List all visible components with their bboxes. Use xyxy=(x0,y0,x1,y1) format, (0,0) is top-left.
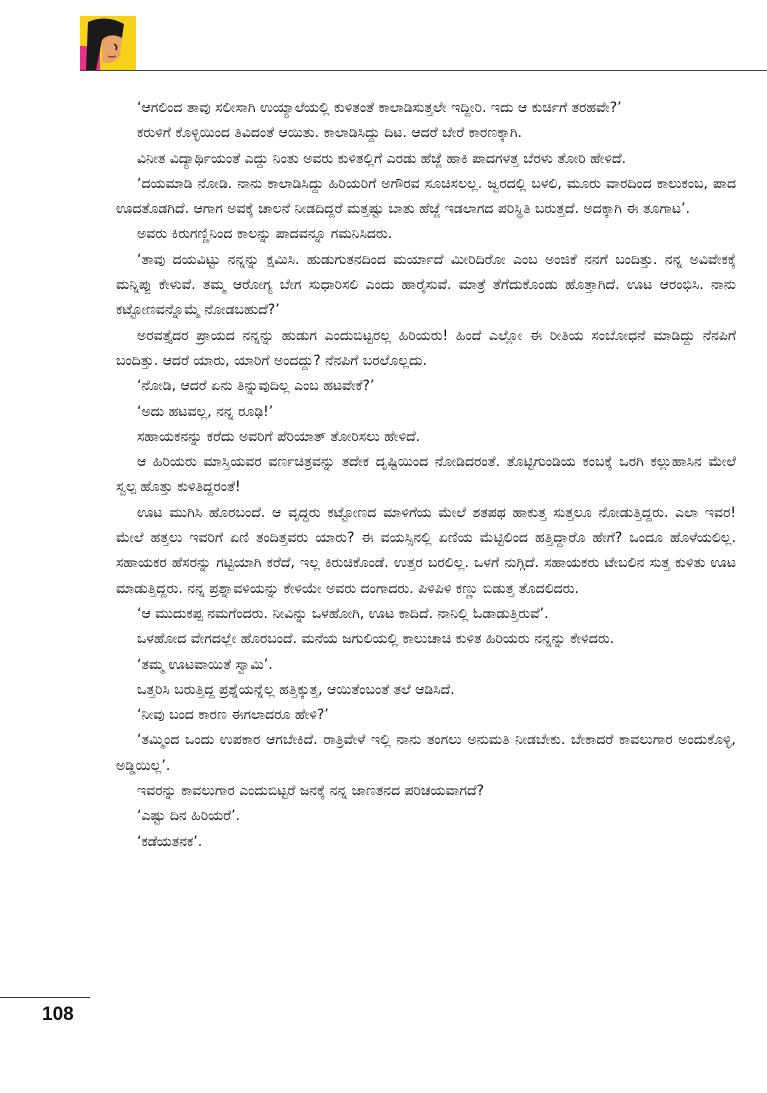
paragraph: ‘ಎಷ್ಟು ದಿನ ಹಿರಿಯರೆ’. xyxy=(137,808,241,825)
paragraph: ‘ಆಗಲಿಂದ ತಾವು ಸಲೀಸಾಗಿ ಉಯ್ಯಾಲೆಯಲ್ಲಿ ಕುಳಿತಂತೆ ಕಾಲಾಡಿಸುತ್ತಲೇ ಇದ್ದೀರಿ. ಇದು ಆ ಕುರ್ಚಿಗೆ ತರಹವೇ?’ xyxy=(137,100,622,116)
paragraph: ‘ಅದು ಹಟವಲ್ಲ, ನನ್ನ ರೂಢಿ!’ xyxy=(137,403,274,420)
page-number: 108 xyxy=(42,1004,74,1025)
paragraph: ‘ತಮ್ಮಿಂದ ಒಂದು ಉಪಕಾರ ಆಗಬೇಕಿದೆ. ರಾತ್ರಿವೇಳೆ ಇಲ್ಲಿ ನಾನು ತಂಗಲು ಅನುಮತಿ ನೀಡಬೇಕು. ಬೇಕಾದರೆ ಕಾವಲುಗಾರ ಅಂದುಕೊಳ್ಳಿ, ಅಡ್ಡಿಯಿಲ್ಲ’. xyxy=(116,732,736,774)
paragraph: ‘ದಯಮಾಡಿ ನೋಡಿ. ನಾನು ಕಾಲಾಡಿಸಿದ್ದು ಹಿರಿಯರಿಗೆ ಅಗೌರವ ಸೂಚಿಸಲಲ್ಲ. ಜ್ವರದಲ್ಲಿ ಬಳಲಿ, ಮೂರು ವಾರದಿಂದ ಕಾಲುಕಂಬ, ಪಾದ ಊದತೊಡಗಿದೆ. ಆಗಾಗ ಅವಕ್ಕೆ ಚಾಲನೆ ನೀಡದಿದ್ದರೆ ಮತ್ತಷ್ಟು ಬಾತು ಹೆಜ್ಜೆ ಇಡಲಾಗದ ಪರಿಸ್ಥಿತಿ ಬರುತ್ತದೆ. ಅದಕ್ಕಾಗಿ ಈ ತೂಗಾಟ’. xyxy=(116,175,736,218)
paragraph: ಒಳಹೋದ ವೇಗದಲ್ಲೇ ಹೊರಬಂದೆ. ಮನೆಯ ಜಗುಲಿಯಲ್ಲಿ ಕಾಲುಚಾಚಿ ಕುಳಿತ ಹಿರಿಯರು ನನ್ನನ್ನು ಕೇಳಿದರು. xyxy=(137,631,615,648)
header-rule xyxy=(80,70,767,71)
header-logo-illustration xyxy=(80,16,136,70)
paragraph: ಅರವತ್ತೈದರ ಪ್ರಾಯದ ನನ್ನನ್ನು ಹುಡುಗ ಎಂದುಬಿಟ್ಟರಲ್ಲ ಹಿರಿಯರು! ಹಿಂದೆ ಎಲ್ಲೋ ಈ ರೀತಿಯ ಸಂಬೋಧನೆ ಮಾಡಿದ್ದು ನೆನಪಿಗೆ ಬಂದಿತ್ತು. ಆದರೆ ಯಾರು, ಯಾರಿಗೆ ಅಂದದ್ದು? ನೆನಪಿಗೆ ಬರಲೊಲ್ಲದು. xyxy=(116,327,736,369)
paragraph: ಕರುಳಿಗೆ ಕೊಳ್ಳಿಯಿಂದ ತಿವಿದಂತೆ ಆಯಿತು. ಕಾಲಾಡಿಸಿದ್ದು ದಿಟ. ಆದರೆ ಬೇರೆ ಕಾರಣಕ್ಕಾಗಿ. xyxy=(137,125,522,142)
paragraph: ಒತ್ತರಿಸಿ ಬರುತ್ತಿದ್ದ ಪ್ರಶ್ನೆಯನ್ನೆಲ್ಲ ಹತ್ತಿಕ್ಕುತ್ತ, ಆಯಿತೆಂಬಂತೆ ತಲೆ ಆಡಿಸಿದೆ. xyxy=(137,681,455,698)
paragraph: ಇವರನ್ನು ಕಾವಲುಗಾರ ಎಂದುಬಿಟ್ಟರೆ ಜನಕ್ಕೆ ನನ್ನ ಜಾಣತನದ ಪರಿಚಯವಾಗದೆ? xyxy=(137,783,485,800)
page-body-text xyxy=(116,96,736,855)
paragraph: ಊಟ ಮುಗಿಸಿ ಹೊರಬಂದೆ. ಆ ವೃದ್ಧರು ಕಟ್ಟೋಣದ ಮಾಳಿಗೆಯ ಮೇಲೆ ಶತಪಥ ಹಾಕುತ್ತ ಸುತ್ತಲೂ ನೋಡುತ್ತಿದ್ದರು. ಎಲಾ ಇವರ! ಮೇಲೆ ಹತ್ತಲು ಇವರಿಗೆ ಏಣಿ ತಂದಿತ್ತವರು ಯಾರು? ಈ ವಯಸ್ಸಿನಲ್ಲಿ ಏಣಿಯ ಮೆಟ್ಟಿಲಿಂದ ಹತ್ತಿದ್ದಾರೊ ಹೇಗೆ? ಒಂದೂ ಹೊಳೆಯಲಿಲ್ಲ. ಸಹಾಯಕರ ಹೆಸರನ್ನು ಗಟ್ಟಿಯಾಗಿ ಕರೆದೆ, ಇಲ್ಲ ಕಿರುಚಿಕೊಂಡೆ. ಉತ್ತರ ಬರಲಿಲ್ಲ. ಒಳಗೆ ನುಗ್ಗಿದೆ. ಸಹಾಯಕರು ಟೇಬಲಿನ ಸುತ್ತ ಕುಳಿತು ಊಟ ಮಾಡುತ್ತಿದ್ದರು. ನನ್ನ ಪ್ರಶ್ನಾವಳಿಯನ್ನು ಕೇಳಿಯೇ ಅವರು ದಂಗಾದರು. ಪಿಳಿಪಿಳಿ ಕಣ್ಣು ಬಿಡುತ್ತ ತೊದಲಿದರು. xyxy=(116,504,736,597)
paragraph: ‘ನೋಡಿ, ಆದರೆ ಏನು ತಿನ್ನುವುದಿಲ್ಲ ಎಂಬ ಹಟವೇಕೆ?’ xyxy=(137,378,375,395)
footer-rule xyxy=(0,997,90,998)
paragraph: ಸಹಾಯಕನನ್ನು ಕರೆದು ಅವರಿಗೆ ಪೆರಿಯಾತ್ ತೋರಿಸಲು ಹೇಳಿದೆ. xyxy=(137,428,421,445)
paragraph: ವಿನೀತ ವಿದ್ಯಾರ್ಥಿಯಂತೆ ಎದ್ದು ನಿಂತು ಅವರು ಕುಳಿತಲ್ಲಿಗೆ ಎರಡು ಹೆಜ್ಜೆ ಹಾಕಿ ಪಾದಗಳತ್ತ ಬೆರಳು ತೋರಿ ಹೇಳಿದೆ. xyxy=(137,150,627,167)
paragraph: ‘ಕಡೆಯತನಕ’. xyxy=(137,833,203,850)
paragraph: ‘ನೀವು ಬಂದ ಕಾರಣ ಈಗಲಾದರೂ ಹೇಳಿ?’ xyxy=(137,707,329,724)
paragraph: ‘ತಮ್ಮ ಊಟವಾಯಿತೆ ಸ್ವಾಮಿ’. xyxy=(137,656,273,673)
paragraph: ‘ತಾವು ದಯವಿಟ್ಟು ನನ್ನನ್ನು ಕ್ಷಮಿಸಿ. ಹುಡುಗುತನದಿಂದ ಮರ್ಯಾದೆ ಮೀರಿದಿರೋ ಎಂಬ ಅಂಜಿಕೆ ನನಗೆ ಬಂದಿತ್ತು. ನನ್ನ ಅವಿವೇಕಕ್ಕೆ ಮನ್ನಿಪ್ಪು ಕೇಳುವೆ. ತಮ್ಮ ಆರೋಗ್ಯ ಬೇಗ ಸುಧಾರಿಸಲಿ ಎಂದು ಹಾರೈಸುವೆ. ಮಾತ್ರೆ ತೆಗೆದುಕೊಂಡು ಹೊತ್ತಾಗಿದೆ. ಊಟ ಆರಂಭಿಸಿ. ನಾನು ಕಟ್ಟೋಣವನ್ನೊಮ್ಮೆ ನೋಡಬಹುದೆ?’ xyxy=(116,251,736,319)
paragraph: ಆ ಹಿರಿಯರು ಮಾಸ್ತಿಯವರ ವರ್ಣಚಿತ್ರವನ್ನು ತದೇಕ ದೃಷ್ಟಿಯಿಂದ ನೋಡಿದರಂತೆ. ತೊಟ್ಟಿಗುಂಡಿಯ ಕಂಬಕ್ಕೆ ಒರಗಿ ಕಲ್ಲುಹಾಸಿನ ಮೇಲೆ ಸ್ವಲ್ಪ ಹೊತ್ತು ಕುಳಿತಿದ್ದರಂತೆ! xyxy=(116,454,736,496)
paragraph: ಅವರು ಕಿರುಗಣ್ಣಿನಿಂದ ಕಾಲನ್ನು ಪಾದವನ್ನೂ ಗಮನಿಸಿದರು. xyxy=(137,226,393,243)
paragraph: ‘ಆ ಮುದುಕಪ್ಪ ನಮಗೆಂದರು. ನೀವಿನ್ನು ಒಳಹೋಗಿ, ಊಟ ಕಾದಿದೆ. ನಾನಿಲ್ಲಿ ಓಡಾಡುತ್ತಿರುವೆ’. xyxy=(137,605,549,622)
